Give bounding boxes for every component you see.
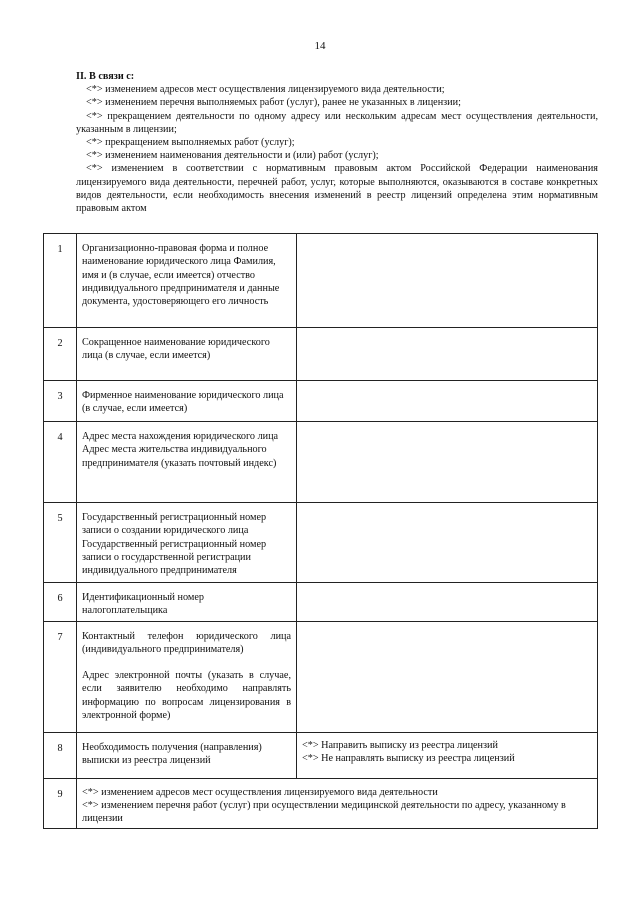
table-row <box>44 621 598 732</box>
row-label <box>77 621 297 732</box>
row-label: Сокращенное наименование юридического лица (в случае, если имеется) <box>77 328 297 381</box>
row-value-field[interactable] <box>297 621 598 732</box>
intro-item: <*> прекращением выполняемых работ (услуг); <box>86 137 295 149</box>
row-number: 7 <box>44 621 77 732</box>
row-label: Идентификационный номер налогоплательщика <box>77 583 297 622</box>
row-value-field[interactable] <box>297 381 598 422</box>
option-address-change[interactable]: <*> изменением адресов мест осуществления лицензируемого вида деятельности <box>82 786 438 798</box>
table-row <box>44 503 598 583</box>
table-row <box>44 732 598 778</box>
row-number: 3 <box>44 381 77 422</box>
row-number: 4 <box>44 422 77 503</box>
row-label: Необходимость получения (направления) выписки из реестра лицензий <box>77 732 297 778</box>
extract-options <box>297 732 598 778</box>
table-row <box>44 234 598 328</box>
row-number: 6 <box>44 583 77 622</box>
row-number: 5 <box>44 503 77 583</box>
intro-item: <*> прекращением деятельности по одному адресу или нескольким адресам мест осуществления деятельности, указанным в лицензии; <box>76 110 598 135</box>
email-label: Адрес электронной почты (указать в случае, если заявителю необходимо направлять информацию по вопросам лицензирования в электронной форме) <box>82 670 291 722</box>
page-number: 14 <box>314 40 326 52</box>
table-row <box>44 583 598 622</box>
row-value-field[interactable] <box>297 234 598 328</box>
row-label: Фирменное наименование юридического лица (в случае, если имеется) <box>77 381 297 422</box>
row-value-field[interactable] <box>297 328 598 381</box>
row-label: Государственный регистрационный номер записи о создании юридического лица Государственный регистрационный номер записи о государственной регистрации индивидуального предпринимателя <box>77 503 297 583</box>
row-value-field[interactable] <box>297 583 598 622</box>
row-number: 1 <box>44 234 77 328</box>
row-label: Организационно-правовая форма и полное наименование юридического лица Фамилия, имя и (в случае, если имеется) отчество индивидуального предпринимателя и данные документа, удостоверяющего его личность <box>77 234 297 328</box>
option-no-extract[interactable]: <*> Не направлять выписку из реестра лицензий <box>302 752 515 764</box>
intro-item: <*> изменением адресов мест осуществления лицензируемого вида деятельности; <box>86 84 445 96</box>
row-number: 8 <box>44 732 77 778</box>
intro-item: <*> изменением в соответствии с нормативным правовым актом Российской Федерации наименования лицензируемого вида деятельности, перечней работ, услуг, которые выполняются, оказываются в составе конкретных видов деятельности, если необходимость внесения изменений в реестр лицензий определена этим нормативным правовым актом <box>76 163 598 215</box>
phone-label: Контактный телефон юридического лица (индивидуального предпринимателя) <box>82 630 291 655</box>
option-services-change[interactable]: <*> изменением перечня работ (услуг) при осуществлении медицинской деятельности по адресу, указанному в лицензии <box>82 799 566 825</box>
intro-section <box>76 70 598 215</box>
application-form-table <box>43 233 598 829</box>
table-row <box>44 328 598 381</box>
row-value-field[interactable] <box>297 422 598 503</box>
row-number: 2 <box>44 328 77 381</box>
table-row <box>44 422 598 503</box>
row-number: 9 <box>44 778 77 829</box>
option-send-extract[interactable]: <*> Направить выписку из реестра лицензий <box>302 739 498 751</box>
table-row <box>44 778 598 829</box>
row-label: Адрес места нахождения юридического лица Адрес места жительства индивидуального предпринимателя (указать почтовый индекс) <box>77 422 297 503</box>
row-options <box>77 778 598 829</box>
table-row <box>44 381 598 422</box>
section-heading: II. В связи с: <box>76 71 135 82</box>
row-value-field[interactable] <box>297 503 598 583</box>
intro-item: <*> изменением перечня выполняемых работ (услуг), ранее не указанных в лицензии; <box>86 97 461 109</box>
intro-item: <*> изменением наименования деятельности и (или) работ (услуг); <box>86 150 379 162</box>
